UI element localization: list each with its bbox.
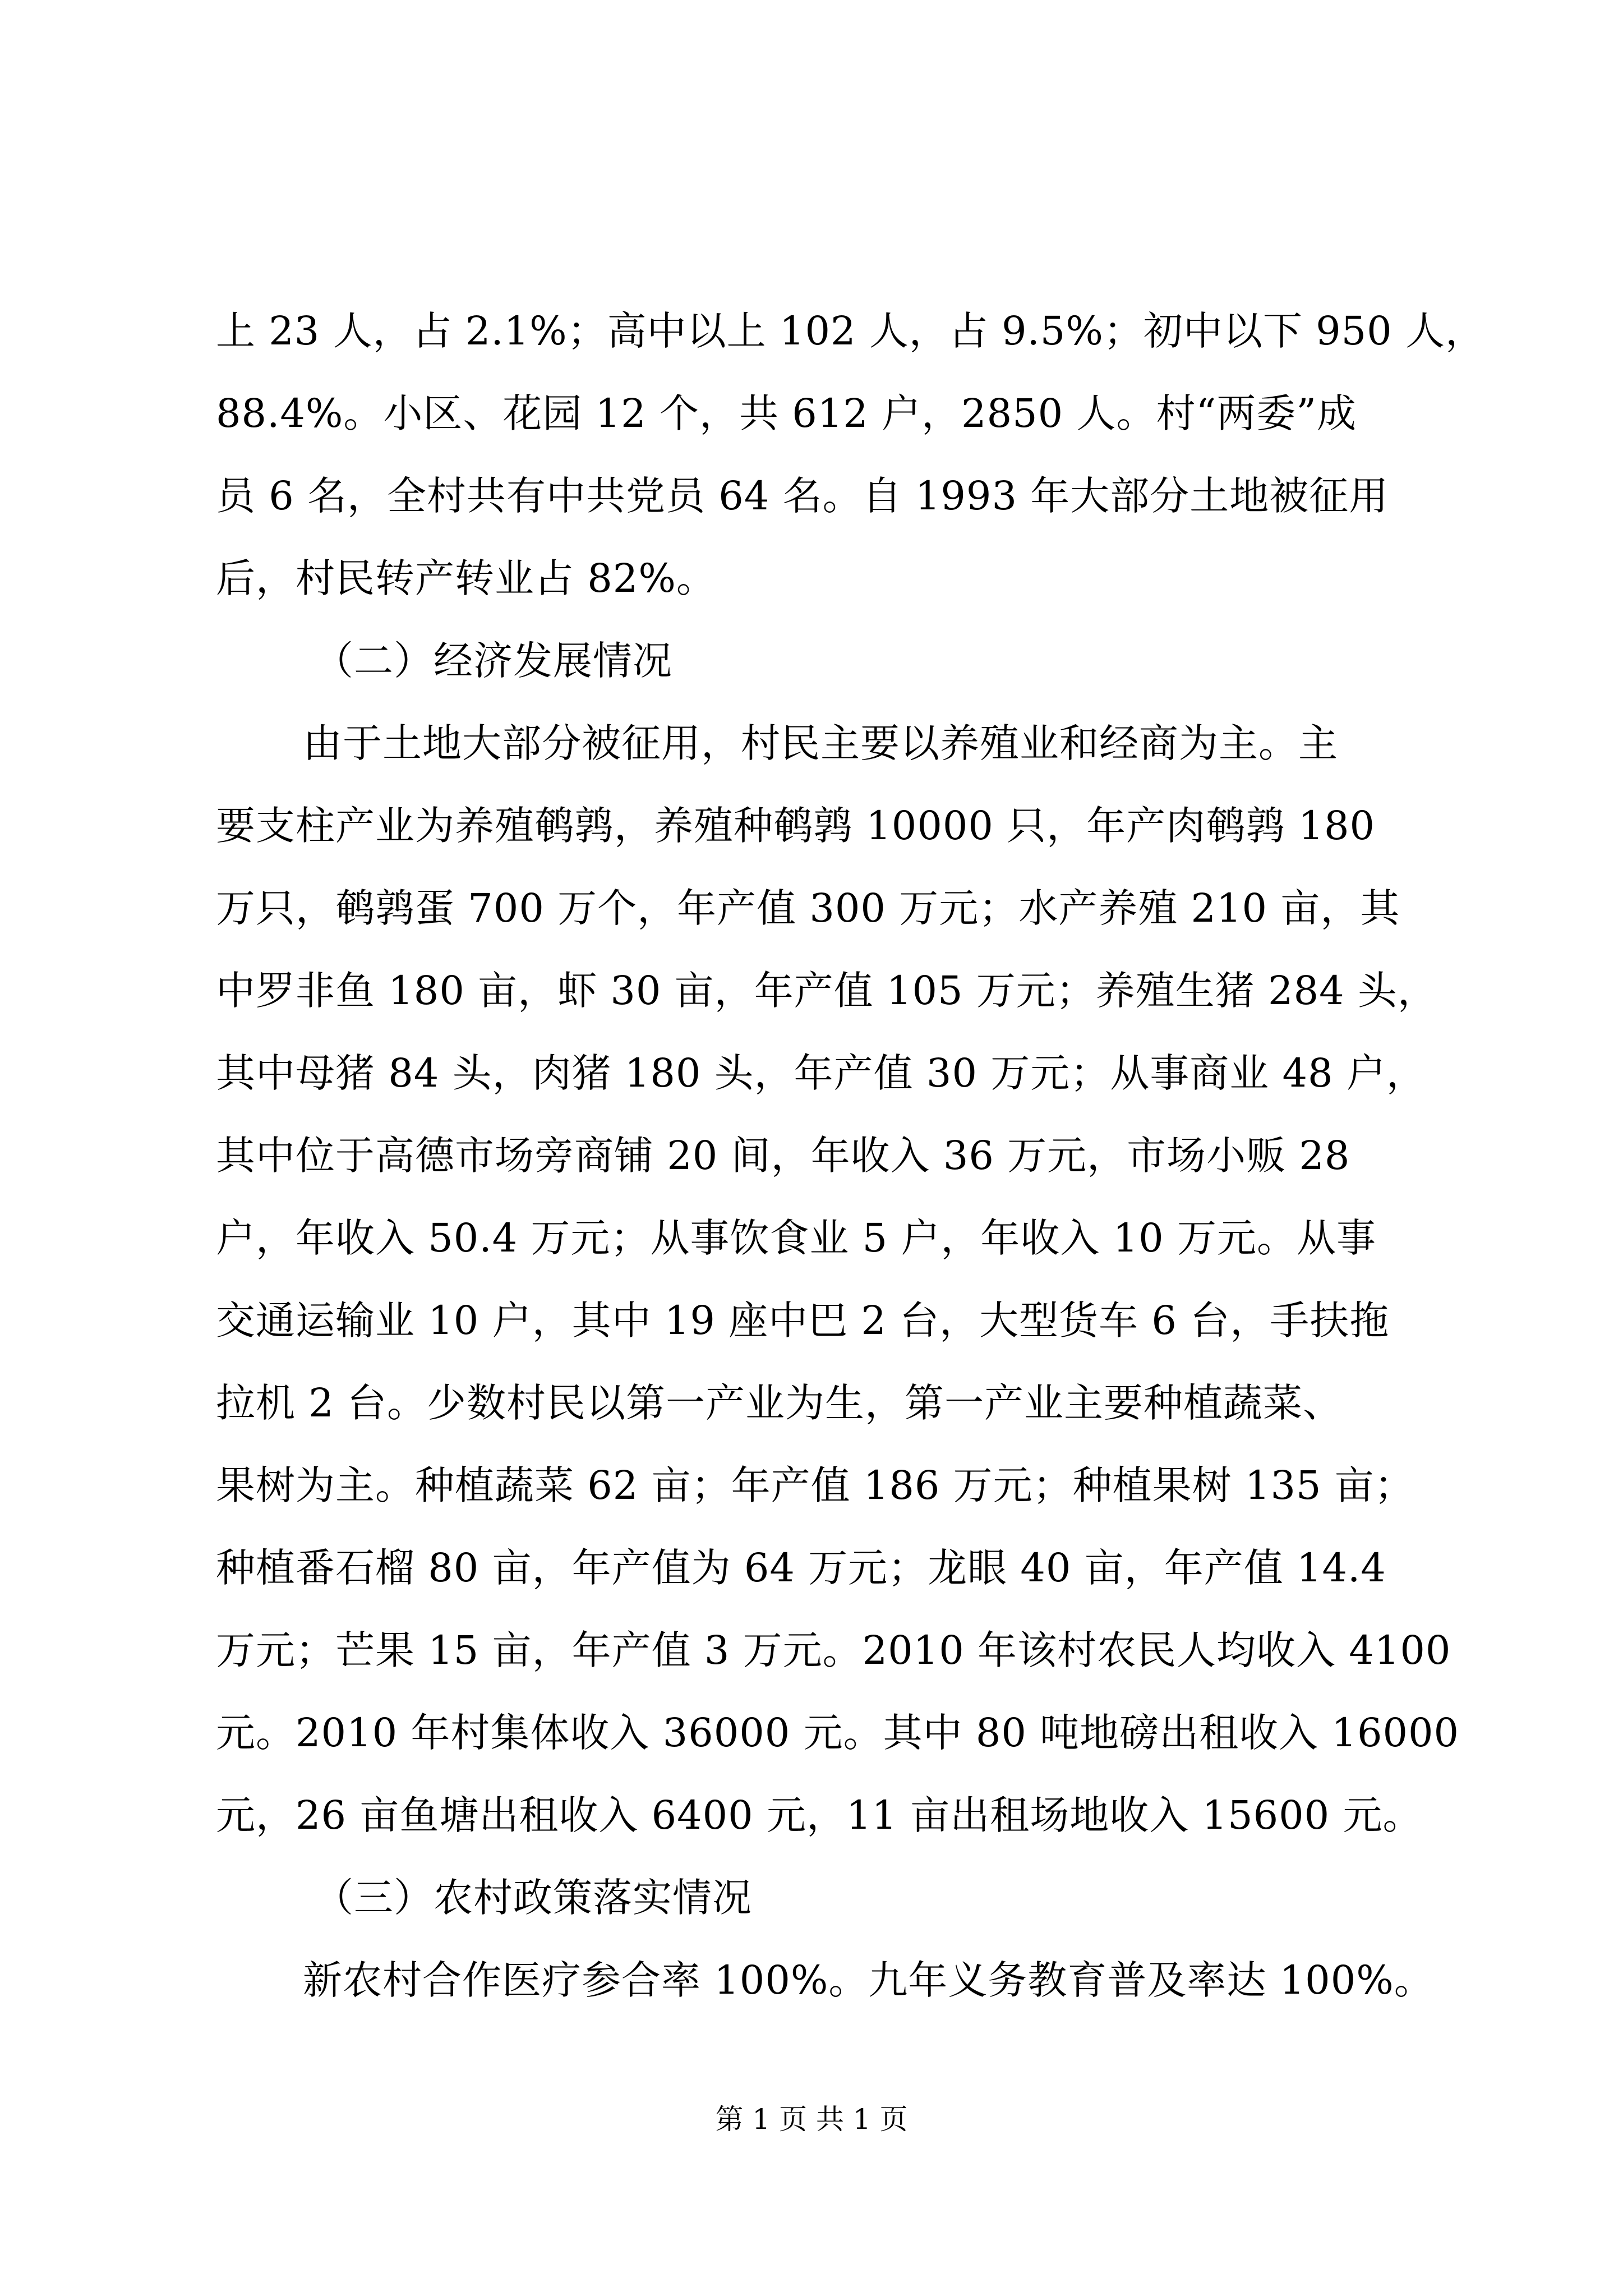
page-footer: 第 1 页 共 1 页 — [715, 2103, 908, 2136]
text-line: 中罗非鱼 180 亩，虾 30 亩，年产值 105 万元；养殖生猪 284 头， — [216, 968, 1437, 1014]
text-line: 员 6 名，全村共有中共党员 64 名。自 1993 年大部分土地被征用 — [216, 473, 1389, 519]
text-line: 交通运输业 10 户，其中 19 座中巴 2 台，大型货车 6 台，手扶拖 — [216, 1297, 1390, 1343]
text-line: 元，26 亩鱼塘出租收入 6400 元，11 亩出租场地收入 15600 元。 — [216, 1792, 1423, 1838]
text-line: 户，年收入 50.4 万元；从事饮食业 5 户，年收入 10 万元。从事 — [216, 1215, 1376, 1261]
text-line: 万只，鹌鹑蛋 700 万个，年产值 300 万元；水产养殖 210 亩，其 — [216, 885, 1400, 931]
text-line: 果树为主。种植蔬菜 62 亩；年产值 186 万元；种植果树 135 亩； — [216, 1462, 1414, 1508]
text-line: 88.4%。小区、花园 12 个，共 612 户，2850 人。村“两委”成 — [216, 390, 1357, 436]
text-line: 拉机 2 台。少数村民以第一产业为生，第一产业主要种植蔬菜、 — [216, 1380, 1343, 1426]
text-line: 上 23 人，占 2.1%；高中以上 102 人，占 9.5%；初中以下 950 人， — [216, 308, 1485, 354]
section-heading: （二）经济发展情况 — [314, 638, 672, 684]
text-line: 种植番石榴 80 亩，年产值为 64 万元；龙眼 40 亩，年产值 14.4 — [216, 1545, 1386, 1591]
text-line: 后，村民转产转业占 82%。 — [216, 555, 716, 601]
section-heading: （三）农村政策落实情况 — [314, 1875, 752, 1921]
text-line: 新农村合作医疗参合率 100%。九年义务教育普及率达 100%。 — [303, 1957, 1434, 2003]
text-line: 其中位于高德市场旁商铺 20 间，年收入 36 万元，市场小贩 28 — [216, 1133, 1350, 1179]
text-line: 要支柱产业为养殖鹌鹑，养殖种鹌鹑 10000 只，年产肉鹌鹑 180 — [216, 803, 1376, 849]
text-line: 万元；芒果 15 亩，年产值 3 万元。2010 年该村农民人均收入 4100 — [216, 1627, 1451, 1673]
text-line: 由于土地大部分被征用，村民主要以养殖业和经商为主。主 — [303, 720, 1338, 766]
text-line: 其中母猪 84 头，肉猪 180 头，年产值 30 万元；从事商业 48 户， — [216, 1050, 1426, 1096]
text-line: 元。2010 年村集体收入 36000 元。其中 80 吨地磅出租收入 16000 — [216, 1710, 1460, 1756]
